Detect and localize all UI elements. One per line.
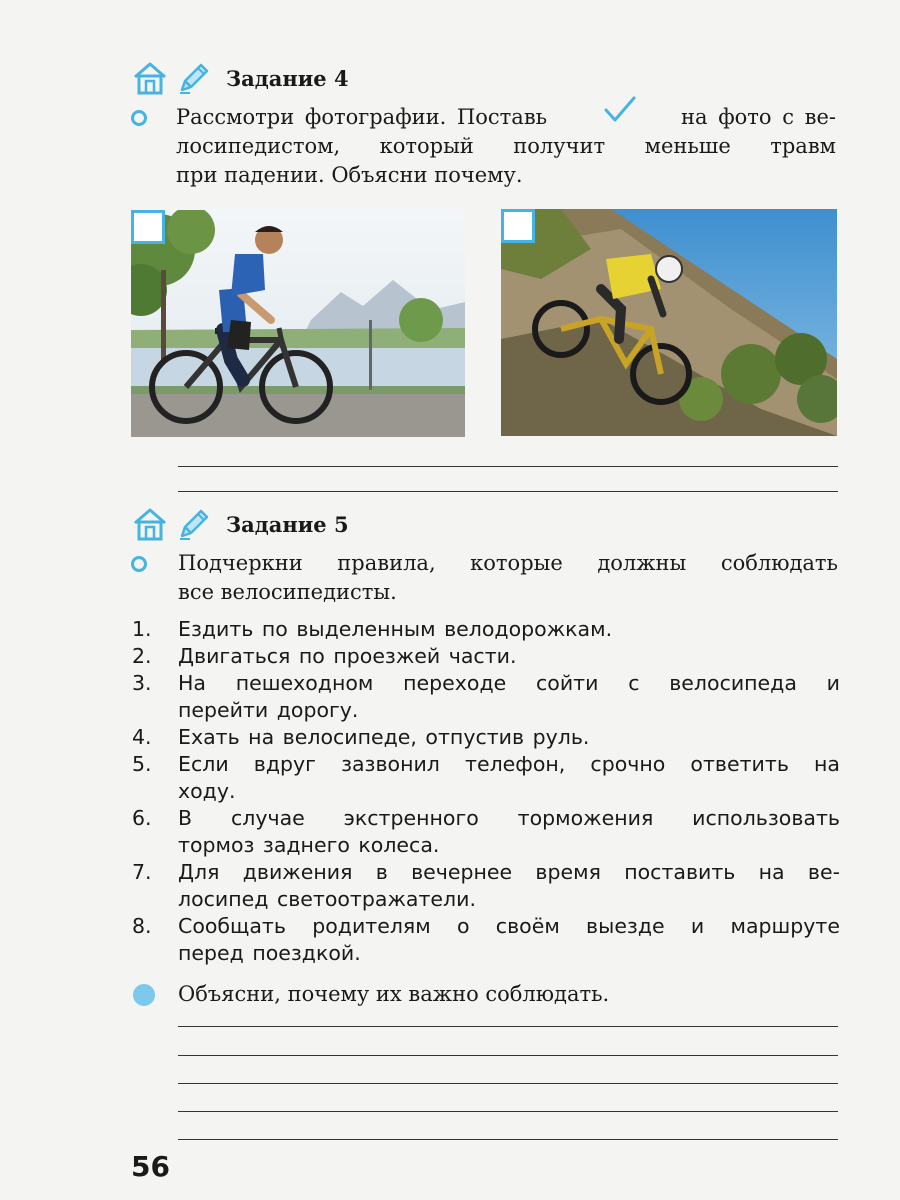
task4-text-line3: при падении. Объясни почему. (176, 163, 523, 187)
task4-instructions (176, 103, 836, 190)
rule-text: ходу. (178, 779, 236, 803)
photo-mountain-checkbox[interactable] (501, 209, 535, 243)
task5-answer-line-3[interactable] (178, 1083, 838, 1084)
rule-item-2[interactable] (132, 643, 840, 670)
task5-answer-line-1[interactable] (178, 1026, 838, 1027)
rule-item-1[interactable] (132, 616, 840, 643)
rule-item-4[interactable] (132, 724, 840, 751)
pencil-icon (176, 60, 212, 96)
explain-text: Объясни, почему их важно соблюдать. (178, 982, 610, 1006)
rule-text: Ехать на велосипеде, отпустив руль. (178, 725, 590, 749)
photo-urban-cyclist (131, 210, 465, 437)
rule-number: 2. (132, 644, 152, 668)
task4-text-line1b: на фото с ве- (681, 105, 836, 129)
home-icon (132, 506, 168, 542)
photo-urban-checkbox[interactable] (131, 210, 165, 244)
task5-instructions (178, 549, 838, 607)
rule-text: перейти дорогу. (178, 698, 359, 722)
explain-bullet (133, 984, 155, 1006)
task4-bullet (131, 110, 147, 126)
rule-text: Для движения в вечернее время поставить на ве- (178, 860, 840, 884)
home-icon (132, 60, 168, 96)
rule-text: лосипед светоотражатели. (178, 887, 476, 911)
task4-header (132, 60, 349, 96)
rule-text: тормоз заднего колеса. (178, 833, 440, 857)
rule-item-6[interactable] (132, 805, 840, 859)
task4-answer-line-1[interactable] (178, 466, 838, 467)
rule-item-5[interactable] (132, 751, 840, 805)
task4-text-line1a: Рассмотри фотографии. Поставь (176, 105, 548, 129)
task5-answer-line-2[interactable] (178, 1055, 838, 1056)
page-number: 56 (131, 1150, 170, 1183)
task5-text-line2: все велосипедисты. (178, 580, 397, 604)
rule-text: Двигаться по проезжей части. (178, 644, 517, 668)
rule-number: 4. (132, 725, 152, 749)
checkmark-icon (603, 96, 637, 124)
photo-mountain-biker (501, 209, 837, 436)
rules-list (132, 616, 840, 967)
rule-number: 3. (132, 671, 152, 695)
rule-text: Если вдруг зазвонил телефон, срочно ответить на (178, 752, 840, 776)
rule-number: 7. (132, 860, 152, 884)
task4-answer-line-2[interactable] (178, 491, 838, 492)
rule-text: Сообщать родителям о своём выезде и маршруте (178, 914, 840, 938)
rule-text: На пешеходном переходе сойти с велосипеда и (178, 671, 840, 695)
task5-title: Задание 5 (226, 511, 349, 537)
task4-text-line2: лосипедистом, который получит меньше травм (176, 134, 836, 158)
task5-header (132, 506, 349, 542)
rule-item-8[interactable] (132, 913, 840, 967)
rule-text: В случае экстренного торможения использовать (178, 806, 840, 830)
rule-text: Ездить по выделенным велодорожкам. (178, 617, 613, 641)
rule-item-3[interactable] (132, 670, 840, 724)
rule-item-7[interactable] (132, 859, 840, 913)
rule-number: 8. (132, 914, 152, 938)
pencil-icon (176, 506, 212, 542)
rule-number: 1. (132, 617, 152, 641)
task5-answer-line-5[interactable] (178, 1139, 838, 1140)
rule-number: 6. (132, 806, 152, 830)
task5-bullet (131, 556, 147, 572)
explain-prompt (178, 980, 838, 1009)
task5-text-line1: Подчеркни правила, которые должны соблюдать (178, 551, 838, 575)
task4-title: Задание 4 (226, 65, 349, 91)
rule-text: перед поездкой. (178, 941, 361, 965)
task5-answer-line-4[interactable] (178, 1111, 838, 1112)
rule-number: 5. (132, 752, 152, 776)
